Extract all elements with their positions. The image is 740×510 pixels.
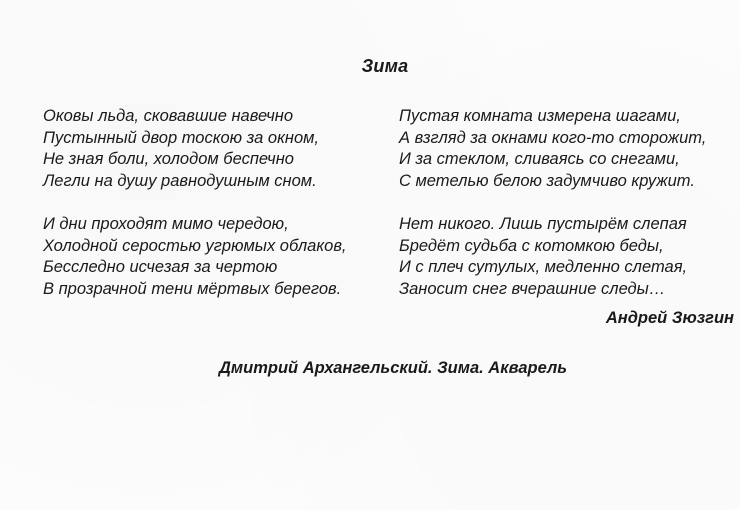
poem-line: И дни проходят мимо чередою, [43, 215, 289, 233]
poem-line: С метелью белою задумчиво кружит. [399, 171, 695, 190]
stanza-2 [43, 214, 347, 300]
poem-line: И за стеклом, сливаясь со снегами, [399, 150, 680, 168]
poem-title-container [0, 56, 740, 77]
poem-line: А взгляд за окнами кого-то сторожит, [399, 128, 707, 147]
poem-line: Нет никого. Лишь пустырём слепая [399, 215, 687, 233]
poem-title: Зима [361, 56, 409, 76]
poem-left-column [43, 106, 347, 322]
poem-line: Пустая комната измерена шагами, [399, 107, 681, 125]
poem-author: Андрей Зюзгин [605, 309, 734, 327]
poem-line: Пустынный двор тоскою за окном, [43, 128, 320, 147]
poem-line: Заносит снег вчерашние следы… [399, 279, 666, 298]
poem-line: Не зная боли, холодом беспечно [43, 150, 294, 168]
poem-line: Оковы льда, сковавшие навечно [43, 107, 294, 125]
poem-line: В прозрачной тени мёртвых берегов. [43, 279, 342, 298]
poem-line: Холодной серостью угрюмых облаков, [43, 236, 347, 255]
artwork-caption: Дмитрий Архангельский. Зима. Акварель [219, 359, 568, 377]
poem-line: Легли на душу равнодушным сном. [43, 171, 317, 190]
stanza-3 [399, 106, 706, 192]
stanza-4 [399, 214, 706, 300]
poem-line: И с плеч сутулых, медленно слетая, [399, 258, 688, 276]
poem-line: Бредёт судьба с котомкою беды, [399, 236, 664, 255]
poem-line: Бесследно исчезая за чертою [43, 258, 278, 276]
stanza-1 [43, 106, 347, 192]
poem-right-column [399, 106, 706, 322]
